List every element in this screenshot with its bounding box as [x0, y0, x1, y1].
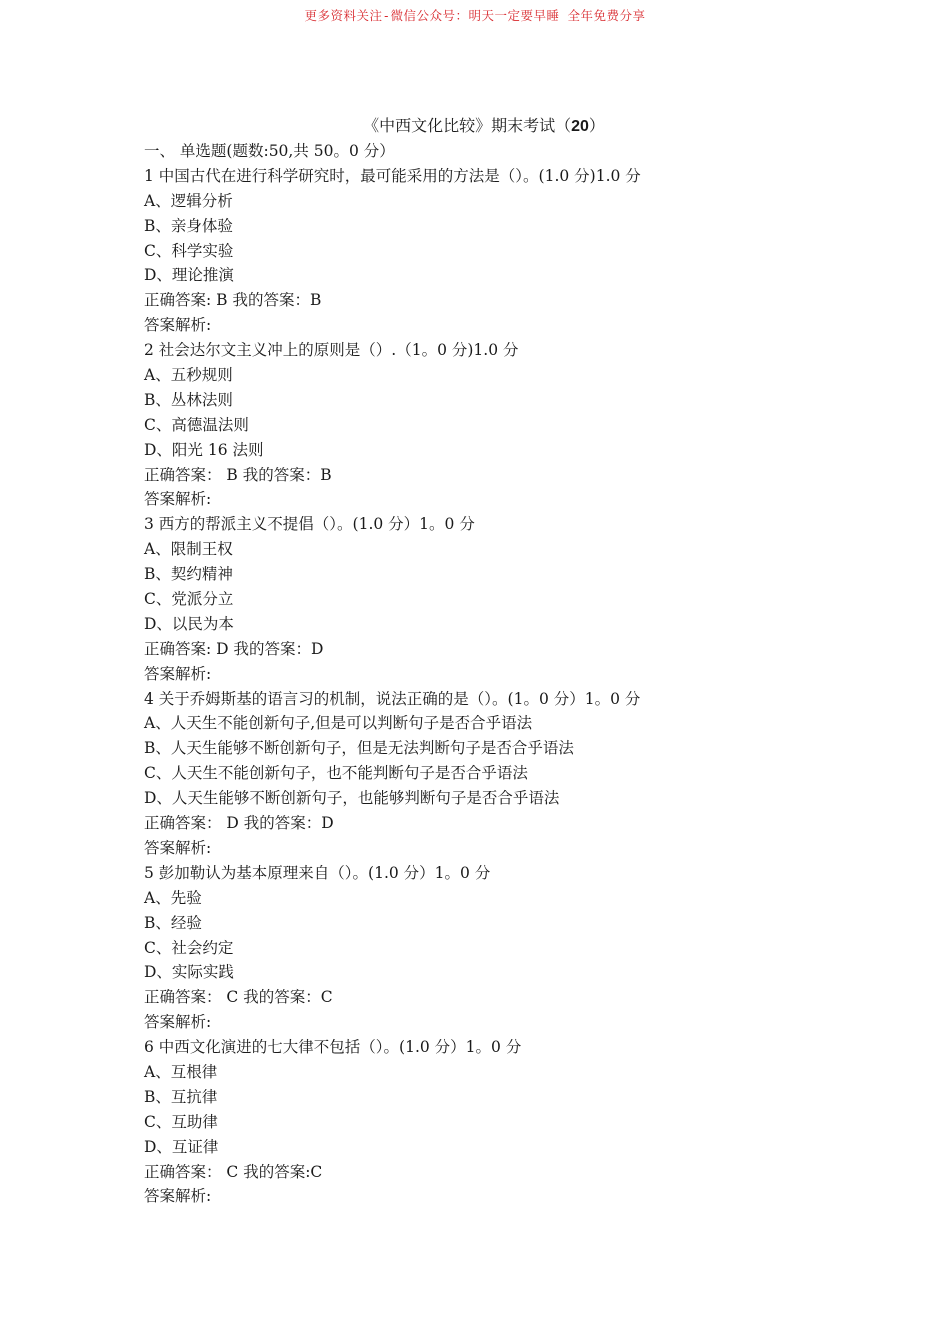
answer-line: 正确答案： C 我的答案：C [144, 988, 333, 1007]
page-title [144, 113, 824, 139]
answer-line: 正确答案: B 我的答案：B [144, 291, 322, 310]
option-b: B、丛林法则 [144, 390, 233, 409]
question-stem: 4 关于乔姆斯基的语言习的机制，说法正确的是（）。(1。0 分）1。0 分 [144, 689, 641, 708]
option-a: A、人天生不能创新句子,但是可以判断句子是否合乎语法 [144, 714, 533, 733]
option-c: C、人天生不能创新句子，也不能判断句子是否合乎语法 [144, 764, 528, 783]
question-block [144, 512, 824, 686]
question-stem: 3 西方的帮派主义不提倡（）。(1.0 分）1。0 分 [144, 515, 475, 534]
question-stem: 2 社会达尔文主义冲上的原则是（）.（1。0 分)1.0 分 [144, 341, 519, 360]
answer-analysis: 答案解析: [144, 1187, 212, 1206]
answer-analysis: 答案解析: [144, 664, 212, 683]
question-block [144, 687, 824, 861]
option-d: D、以民为本 [144, 614, 234, 633]
title-number: 20 [571, 118, 589, 135]
option-a: A、互根律 [144, 1062, 218, 1081]
answer-analysis: 答案解析: [144, 490, 212, 509]
option-c: C、社会约定 [144, 938, 234, 957]
option-c: C、党派分立 [144, 590, 234, 609]
option-a: A、先验 [144, 888, 202, 907]
option-a: A、限制王权 [144, 540, 233, 559]
title-text: 《中西文化比较》期末考试（ [363, 116, 572, 135]
option-d: D、互证律 [144, 1137, 219, 1156]
question-stem: 5 彭加勒认为基本原理来自（）。(1.0 分）1。0 分 [144, 863, 491, 882]
option-b: B、契约精神 [144, 565, 233, 584]
answer-line: 正确答案: D 我的答案：D [144, 639, 324, 658]
answer-analysis: 答案解析: [144, 316, 212, 335]
question-block [144, 861, 824, 1035]
question-block [144, 1035, 824, 1209]
promo-banner: 更多资料关注-微信公众号：明天一定要早睡 全年免费分享 [304, 8, 646, 23]
option-a: A、五秒规则 [144, 366, 233, 385]
option-b: B、互抗律 [144, 1087, 218, 1106]
option-d: D、实际实践 [144, 963, 234, 982]
option-c: C、高德温法则 [144, 415, 249, 434]
option-b: B、经验 [144, 913, 202, 932]
option-d: D、阳光 16 法则 [144, 440, 264, 459]
title-close: ） [588, 116, 605, 135]
question-stem: 1 中国古代在进行科学研究时，最可能采用的方法是（）。(1.0 分)1.0 分 [144, 166, 641, 185]
option-b: B、亲身体验 [144, 216, 233, 235]
option-b: B、人天生能够不断创新句子，但是无法判断句子是否合乎语法 [144, 739, 574, 758]
question-block [144, 164, 824, 338]
option-c: C、科学实验 [144, 241, 234, 260]
exam-document [144, 113, 824, 1209]
answer-line: 正确答案： D 我的答案：D [144, 814, 334, 833]
answer-line: 正确答案： C 我的答案:C [144, 1162, 323, 1181]
option-d: D、理论推演 [144, 266, 234, 285]
question-stem: 6 中西文化演进的七大律不包括（）。(1.0 分）1。0 分 [144, 1038, 522, 1057]
question-block [144, 338, 824, 512]
option-a: A、逻辑分析 [144, 191, 233, 210]
answer-line: 正确答案： B 我的答案：B [144, 465, 332, 484]
answer-analysis: 答案解析: [144, 838, 212, 857]
section-heading: 一、 单选题(题数:50,共 50。0 分） [144, 142, 395, 160]
answer-analysis: 答案解析: [144, 1013, 212, 1032]
option-c: C、互助律 [144, 1112, 218, 1131]
option-d: D、人天生能够不断创新句子，也能够判断句子是否合乎语法 [144, 789, 560, 808]
